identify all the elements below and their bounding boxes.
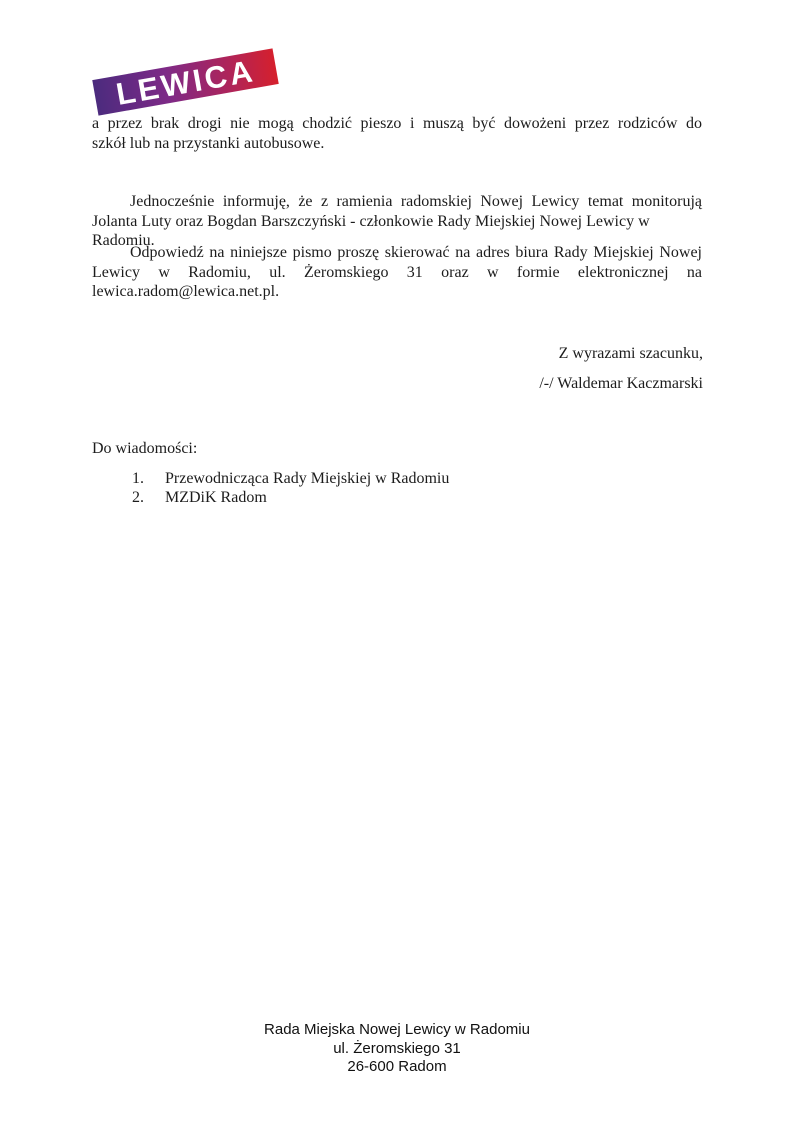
paragraph-line: szkół lub na przystanki autobusowe. (92, 134, 325, 152)
signature-block (539, 344, 703, 393)
cc-item-number: 2. (132, 489, 144, 506)
cc-list (132, 469, 449, 507)
paragraph-line: Odpowiedź na niniejsze pismo proszę skierować na adres biura Rady Miejskiej Nowej (130, 244, 702, 261)
footer-city: 26-600 Radom (347, 1058, 447, 1075)
lewica-logo (92, 48, 278, 115)
cc-item (132, 469, 449, 488)
footer-street: ul. Żeromskiego 31 (333, 1039, 461, 1057)
paragraph-line: Lewicy w Radomiu, ul. Żeromskiego 31 oraz w formie elektronicznej na (92, 263, 702, 281)
signature-name: /-/ Waldemar Kaczmarski (539, 374, 703, 392)
cc-item-number: 1. (132, 470, 144, 487)
footer-organization: Rada Miejska Nowej Lewicy w Radomiu (264, 1021, 530, 1038)
cc-item (132, 488, 449, 507)
paragraph-line: Jolanta Luty oraz Bogdan Barszczyński - członkowie Rady Miejskiej Nowej Lewicy w Radomiu. (92, 212, 650, 249)
letter-footer (0, 1021, 794, 1077)
lewica-logo-text: LEWICA (113, 52, 258, 112)
email-address-line: lewica.radom@lewica.net.pl. (92, 283, 280, 300)
paragraph-line: Jednocześnie informuję, że z ramienia radomskiej Nowej Lewicy temat monitorują (130, 193, 702, 210)
paragraph-line: a przez brak drogi nie mogą chodzić pieszo i muszą być dowożeni przez rodziców do (92, 115, 702, 132)
cc-item-text: Przewodnicząca Rady Miejskiej w Radomiu (165, 470, 450, 487)
paragraph-reply-address (92, 243, 702, 302)
cc-heading: Do wiadomości: (92, 440, 198, 457)
paragraph-monitoring (92, 192, 702, 251)
signature-closing: Z wyrazami szacunku, (558, 345, 703, 362)
paragraph-continuation (92, 114, 702, 153)
cc-item-text: MZDiK Radom (165, 489, 267, 506)
